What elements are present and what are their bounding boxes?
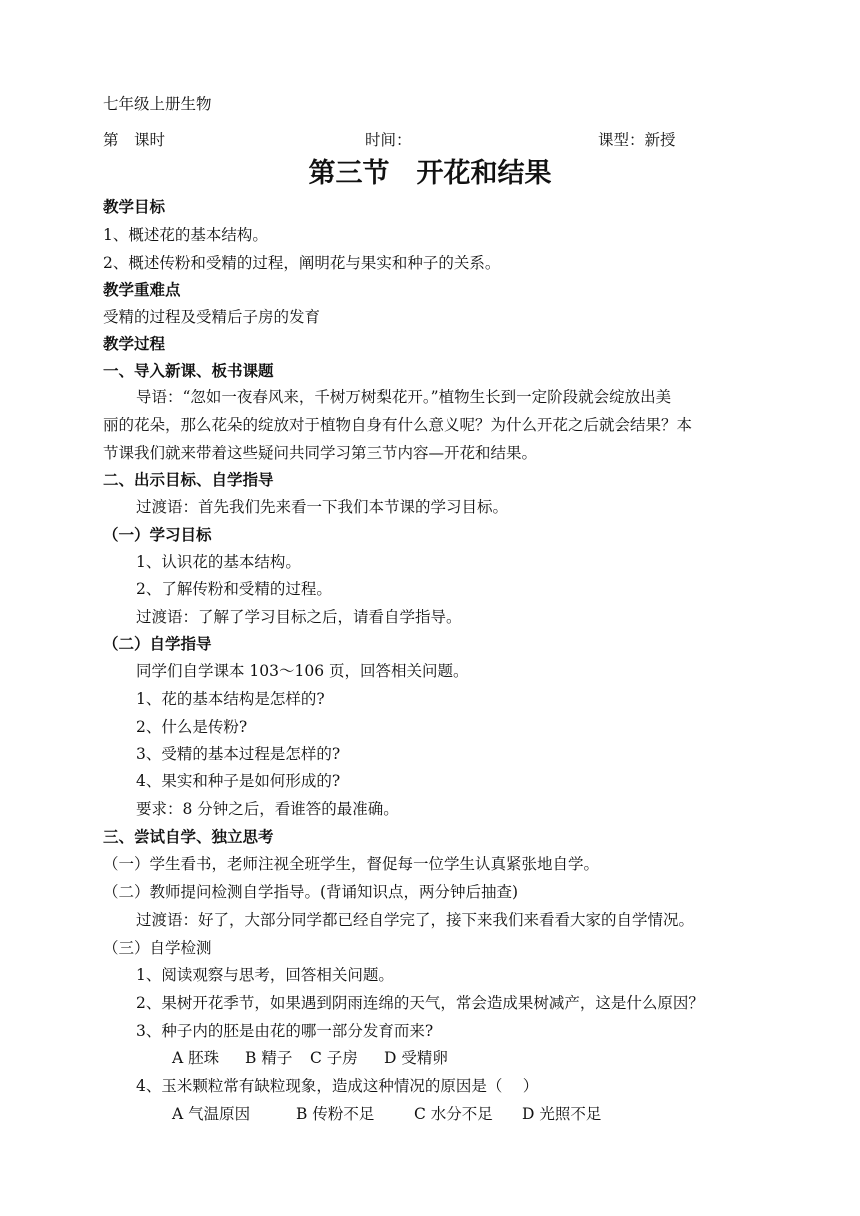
- key-points-text: 受精的过程及受精后子房的发育: [103, 308, 321, 326]
- guide-question: 1、花的基本结构是怎样的?: [136, 690, 325, 708]
- time-label: 时间：: [365, 131, 412, 149]
- step-text: （一）学生看书，老师注视全班学生，督促每一位学生认真紧张地自学。: [103, 855, 600, 873]
- section-3-heading: 三、尝试自学、独立思考: [103, 828, 274, 846]
- answer-option: C 子房: [310, 1049, 358, 1067]
- answer-option: B 传粉不足: [296, 1105, 375, 1123]
- guide-heading: （二）自学指导: [103, 635, 212, 653]
- section-1-heading: 一、导入新课、板书课题: [103, 362, 274, 380]
- guide-question: 4、果实和种子是如何形成的?: [136, 772, 341, 790]
- key-points-heading: 教学重难点: [103, 281, 181, 299]
- transition-text: 过渡语：了解了学习目标之后，请看自学指导。: [136, 608, 462, 626]
- answer-option: B 精子: [245, 1049, 293, 1067]
- answer-option: A 气温原因: [172, 1105, 251, 1123]
- guide-question: 3、受精的基本过程是怎样的?: [136, 745, 341, 763]
- answer-option: A 胚珠: [172, 1049, 220, 1067]
- objectives-heading: 教学目标: [103, 198, 166, 216]
- transition-text: 过渡语：首先我们先来看一下我们本节课的学习目标。: [136, 498, 509, 516]
- goal-item: 1、认识花的基本结构。: [136, 553, 301, 571]
- answer-option: C 水分不足: [414, 1105, 493, 1123]
- section-2-heading: 二、出示目标、自学指导: [103, 471, 274, 489]
- guide-question: 2、什么是传粉?: [136, 718, 248, 736]
- page-title: 第三节 开花和结果: [308, 158, 552, 189]
- step-text: （二）教师提问检测自学指导。(背诵知识点，两分钟后抽查): [103, 883, 519, 901]
- guide-intro: 同学们自学课本 103～106 页，回答相关问题。: [136, 662, 469, 680]
- check-question: 2、果树开花季节，如果遇到阴雨连绵的天气，常会造成果树减产，这是什么原因？: [136, 994, 704, 1012]
- transition-text: 过渡语：好了，大部分同学都已经自学完了，接下来我们来看看大家的自学情况。: [136, 911, 695, 929]
- lesson-label: 第 课时: [103, 131, 166, 149]
- requirement-text: 要求：8 分钟之后，看谁答的最准确。: [136, 800, 399, 818]
- answer-option: D 光照不足: [522, 1105, 602, 1123]
- check-heading: （三）自学检测: [103, 939, 212, 957]
- goals-heading: （一）学习目标: [103, 526, 212, 544]
- objective-item: 1、概述花的基本结构。: [103, 226, 268, 244]
- type-label: 课型：新授: [598, 131, 676, 149]
- objective-item: 2、概述传粉和受精的过程，阐明花与果实和种子的关系。: [103, 254, 501, 272]
- intro-line: 节课我们就来带着这些疑问共同学习第三节内容—开花和结果。: [103, 444, 538, 462]
- intro-line: 丽的花朵，那么花朵的绽放对于植物自身有什么意义呢？为什么开花之后就会结果？本: [103, 416, 693, 434]
- goal-item: 2、了解传粉和受精的过程。: [136, 580, 332, 598]
- check-question: 3、种子内的胚是由花的哪一部分发育而来?: [136, 1022, 434, 1040]
- check-question: 1、阅读观察与思考，回答相关问题。: [136, 966, 394, 984]
- grade-subject: 七年级上册生物: [103, 95, 212, 113]
- intro-line: 导语：“忽如一夜春风来，千树万树梨花开。”植物生长到一定阶段就会绽放出美: [136, 388, 672, 406]
- process-heading: 教学过程: [103, 335, 166, 353]
- check-question: 4、玉米颗粒常有缺粒现象，造成这种情况的原因是（ ）: [136, 1077, 539, 1095]
- answer-option: D 受精卵: [384, 1049, 448, 1067]
